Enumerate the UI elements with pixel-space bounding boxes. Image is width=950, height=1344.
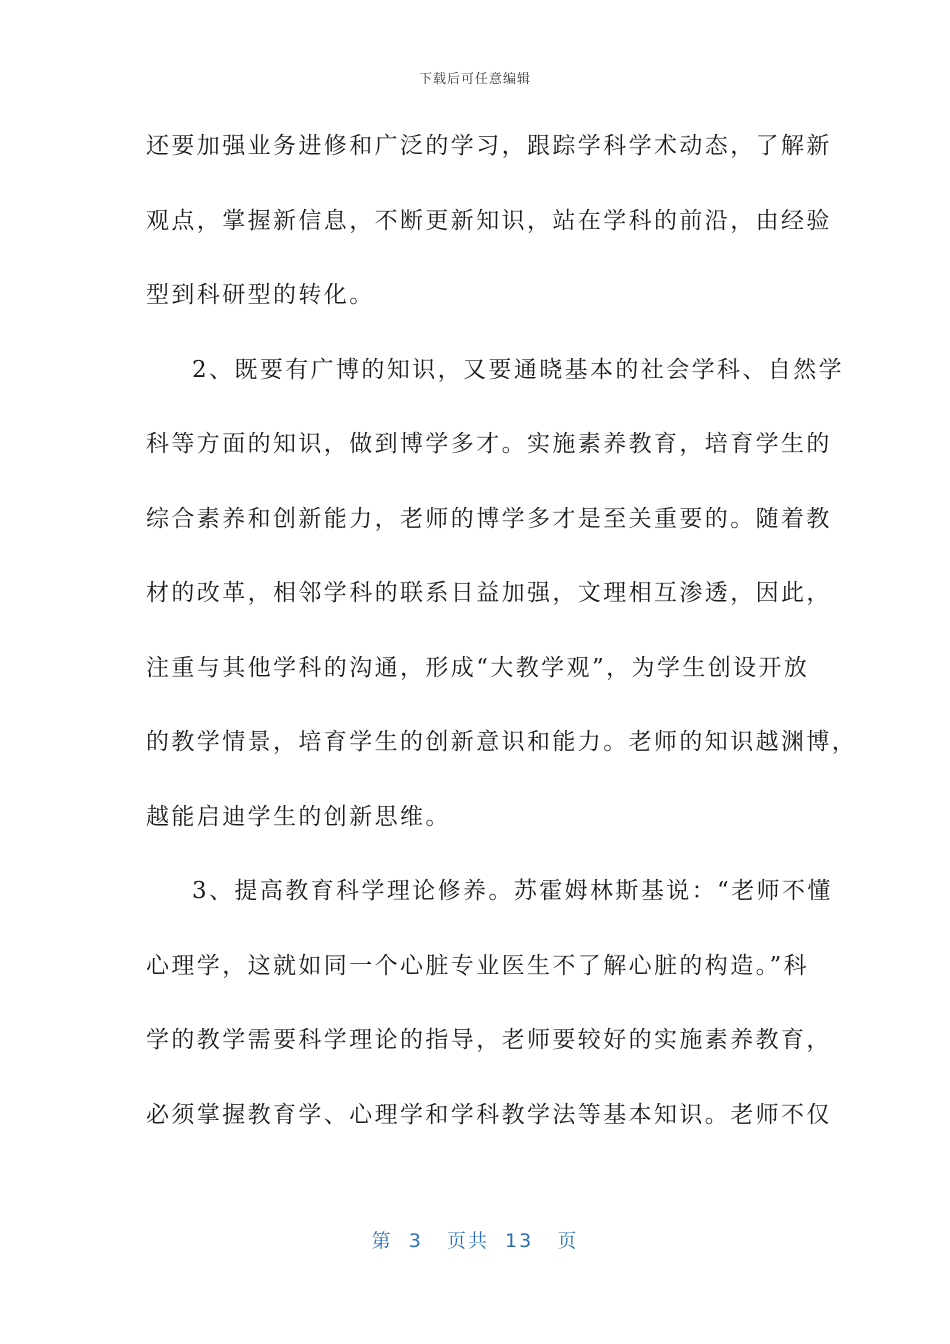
text-line: 越能启迪学生的创新思维。 [146,803,451,830]
document-body [146,122,858,1165]
text-line: 观点，掌握新信息，不断更新知识，站在学科的前沿，由经验 [146,207,832,234]
text-line: 必须掌握教育学、心理学和学科教学法等基本知识。老师不仅 [146,1101,832,1128]
paragraph-first-line: 3、提高教育科学理论修养。苏霍姆林斯基说：“老师不懂 [192,878,833,904]
text-line: 综合素养和创新能力，老师的博学多才是至关重要的。随着教 [146,505,832,532]
text-line: 心理学，这就如同一个心脏专业医生不了解心脏的构造。”科 [146,952,810,979]
page-footer [0,1226,950,1253]
footer-suffix: 页 [557,1230,579,1252]
text-line: 注重与其他学科的沟通，形成“大教学观”，为学生创设开放 [146,654,810,681]
paragraph-first-line: 2、既要有广博的知识，又要通晓基本的社会学科、自然学 [192,356,845,383]
footer-middle: 页共 [446,1230,489,1252]
footer-prefix: 第 [371,1230,393,1252]
page-header-note: 下载后可任意编辑 [418,72,531,87]
text-line: 科等方面的知识，做到博学多才。实施素养教育，培育学生的 [146,431,832,457]
current-page-number: 3 [408,1230,423,1252]
text-line: 学的教学需要科学理论的指导，老师要较好的实施素养教育， [146,1027,832,1053]
text-line: 材的改革，相邻学科的联系日益加强，文理相互渗透，因此， [146,580,832,606]
text-line: 的教学情景，培育学生的创新意识和能力。老师的知识越渊博， [146,729,858,755]
text-line: 型到科研型的转化。 [146,282,375,308]
text-line: 还要加强业务进修和广泛的学习，跟踪学科学术动态，了解新 [146,133,832,159]
total-page-count: 13 [505,1230,534,1252]
